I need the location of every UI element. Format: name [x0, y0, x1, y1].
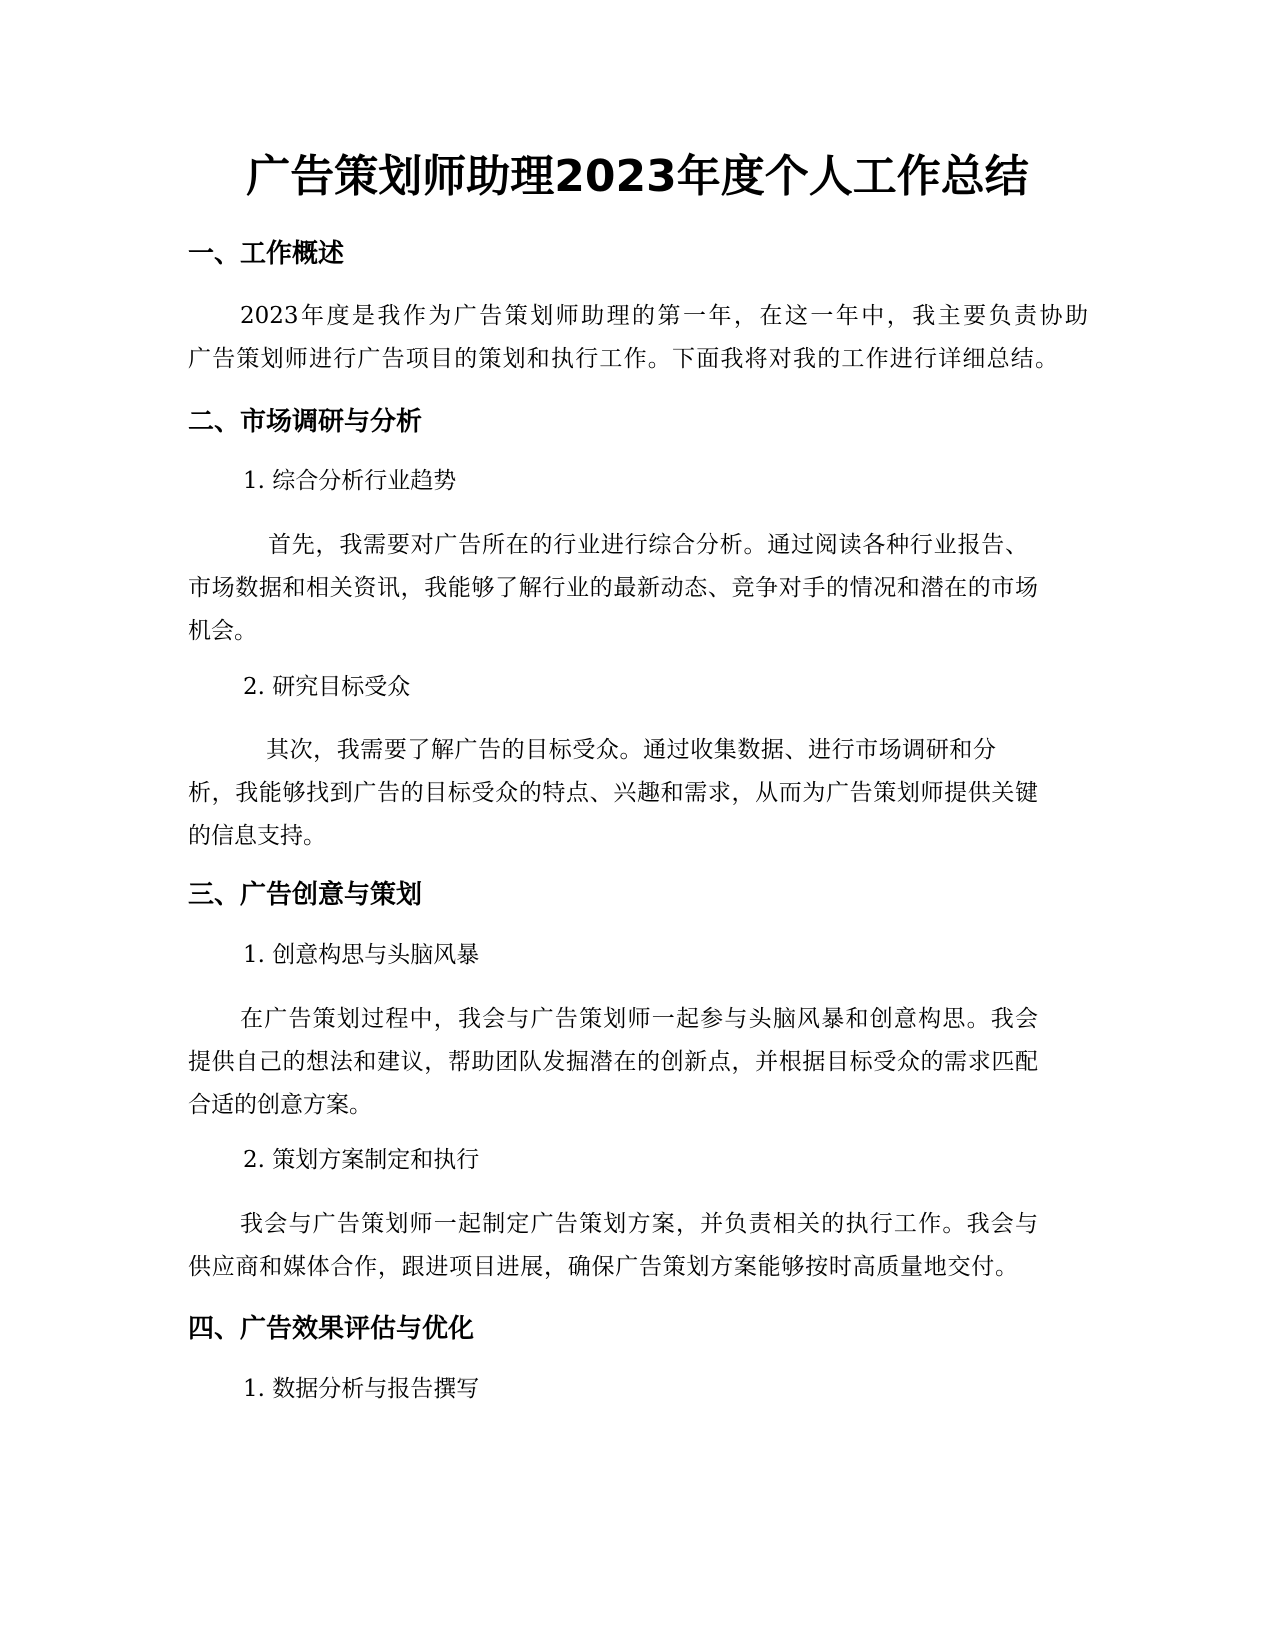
- brainstorming-paragraph: [188, 998, 1088, 1127]
- paragraph-line: 供应商和媒体合作，跟进项目进展，确保广告策划方案能够按时高质量地交付。: [188, 1254, 1018, 1280]
- paragraph-line: 首先，我需要对广告所在的行业进行综合分析。通过阅读各种行业报告、: [268, 532, 1028, 558]
- subheading-brainstorming: 1. 创意构思与头脑风暴: [243, 942, 480, 968]
- paragraph-line: 析，我能够找到广告的目标受众的特点、兴趣和需求，从而为广告策划师提供关键: [188, 780, 1038, 806]
- plan-execution-paragraph: [188, 1203, 1088, 1289]
- paragraph-line: 广告策划师进行广告项目的策划和执行工作。下面我将对我的工作进行详细总结。: [188, 346, 1058, 372]
- paragraph-line: 其次，我需要了解广告的目标受众。通过收集数据、进行市场调研和分: [266, 737, 996, 763]
- subheading-target-audience: 2. 研究目标受众: [243, 674, 411, 700]
- paragraph-line: 市场数据和相关资讯，我能够了解行业的最新动态、竞争对手的情况和潜在的市场: [188, 575, 1038, 601]
- section-heading-overview: 一、工作概述: [188, 239, 345, 269]
- overview-paragraph: [188, 295, 1088, 381]
- paragraph-line: 在广告策划过程中，我会与广告策划师一起参与头脑风暴和创意构思。我会: [240, 1006, 1038, 1032]
- paragraph-line: 机会。: [188, 618, 257, 644]
- subheading-industry-trends: 1. 综合分析行业趋势: [243, 468, 457, 494]
- industry-trends-paragraph: [188, 524, 1088, 653]
- section-heading-effect-evaluation: 四、广告效果评估与优化: [188, 1314, 475, 1344]
- paragraph-line: 的信息支持。: [188, 823, 326, 849]
- paragraph-line: 我会与广告策划师一起制定广告策划方案，并负责相关的执行工作。我会与: [240, 1211, 1038, 1237]
- paragraph-line: 提供自己的想法和建议，帮助团队发掘潜在的创新点，并根据目标受众的需求匹配: [188, 1049, 1038, 1075]
- subheading-data-analysis: 1. 数据分析与报告撰写: [243, 1376, 480, 1402]
- section-heading-creative-planning: 三、广告创意与策划: [188, 880, 423, 910]
- subheading-plan-execution: 2. 策划方案制定和执行: [243, 1147, 480, 1173]
- target-audience-paragraph: [188, 729, 1088, 858]
- document-title: 广告策划师助理2023年度个人工作总结: [246, 151, 1029, 202]
- paragraph-line: 2023年度是我作为广告策划师助理的第一年，在这一年中，我主要负责协助: [240, 303, 1088, 329]
- paragraph-line: 合适的创意方案。: [188, 1092, 372, 1118]
- section-heading-market-research: 二、市场调研与分析: [188, 407, 423, 437]
